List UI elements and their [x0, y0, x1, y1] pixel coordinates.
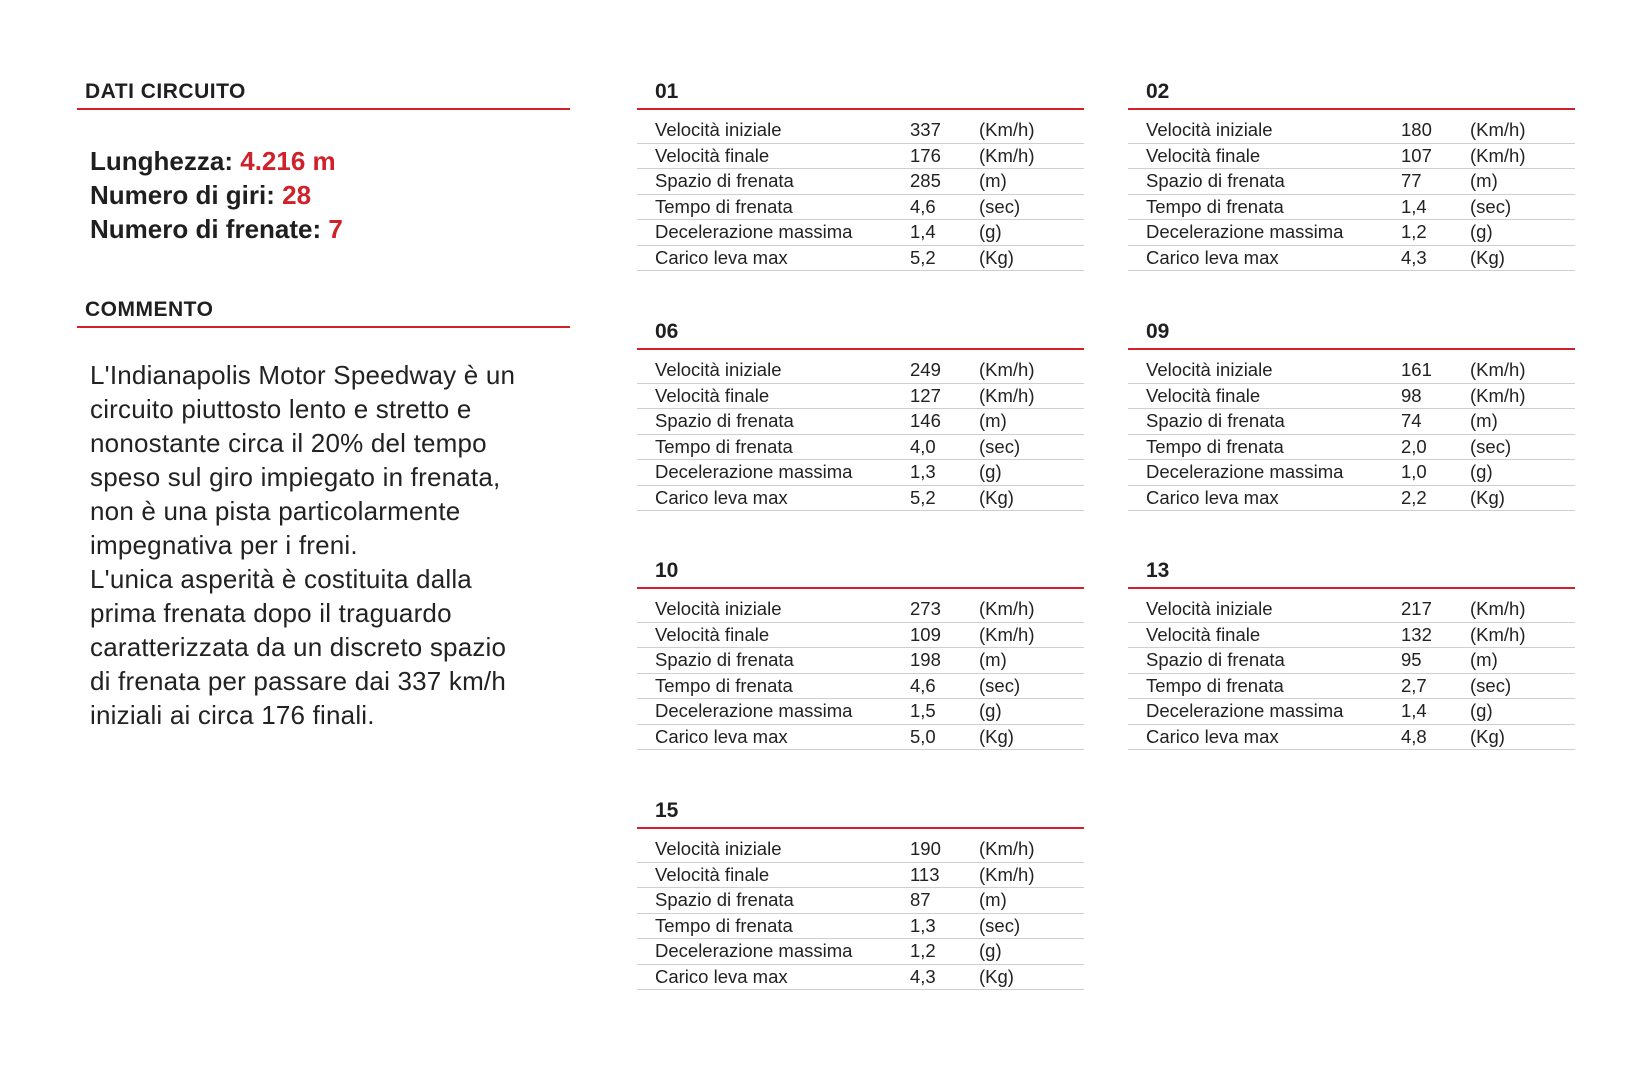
row-value: 132	[1401, 623, 1432, 645]
row-unit: (Kg)	[979, 486, 1014, 508]
row-value: 190	[910, 838, 941, 859]
row-label: Velocità finale	[655, 863, 770, 885]
row-value: 4,6	[910, 674, 936, 696]
row-value: 95	[1401, 649, 1422, 670]
table-row	[637, 195, 1084, 221]
row-value: 1,3	[910, 461, 936, 482]
table-row	[637, 888, 1084, 914]
row-label: Velocità iniziale	[1146, 119, 1273, 140]
row-unit: (Kg)	[979, 965, 1014, 987]
row-unit: (m)	[1470, 649, 1498, 670]
row-value: 109	[910, 623, 941, 645]
row-value: 98	[1401, 384, 1422, 406]
row-label: Velocità iniziale	[655, 119, 782, 140]
row-label: Spazio di frenata	[655, 410, 794, 431]
row-label: Spazio di frenata	[1146, 170, 1285, 191]
table-row	[1128, 384, 1575, 410]
row-unit: (g)	[1470, 221, 1493, 242]
row-label: Velocità iniziale	[655, 838, 782, 859]
row-label: Decelerazione massima	[1146, 700, 1344, 721]
row-unit: (Km/h)	[979, 863, 1035, 885]
stat-value: 7	[328, 214, 343, 244]
row-label: Velocità finale	[655, 144, 770, 166]
stat-length	[90, 144, 570, 178]
table-row	[1128, 409, 1575, 435]
row-value: 107	[1401, 144, 1432, 166]
row-unit: (g)	[979, 461, 1002, 482]
row-label: Velocità finale	[1146, 144, 1261, 166]
row-label: Spazio di frenata	[1146, 649, 1285, 670]
row-unit: (g)	[979, 221, 1002, 242]
row-value: 1,0	[1401, 461, 1427, 482]
row-unit: (g)	[1470, 700, 1493, 721]
row-unit: (Km/h)	[1470, 623, 1526, 645]
row-label: Carico leva max	[1146, 486, 1279, 508]
row-unit: (Km/h)	[1470, 144, 1526, 166]
row-label: Carico leva max	[1146, 725, 1279, 747]
braking-id: 01	[637, 80, 1084, 110]
row-value: 2,7	[1401, 674, 1427, 696]
table-row	[1128, 435, 1575, 461]
row-unit: (Km/h)	[979, 144, 1035, 166]
row-label: Decelerazione massima	[655, 461, 853, 482]
stat-value: 4.216 m	[240, 146, 336, 176]
row-unit: (Kg)	[979, 725, 1014, 747]
braking-block	[637, 799, 1084, 990]
row-unit: (g)	[979, 940, 1002, 961]
row-value: 127	[910, 384, 941, 406]
table-row	[637, 460, 1084, 486]
row-unit: (Km/h)	[1470, 598, 1526, 619]
table-row	[1128, 623, 1575, 649]
table-row	[637, 674, 1084, 700]
table-row	[1128, 118, 1575, 144]
row-label: Velocità iniziale	[655, 598, 782, 619]
row-unit: (sec)	[979, 914, 1021, 936]
table-row	[637, 939, 1084, 965]
row-label: Velocità finale	[1146, 384, 1261, 406]
row-unit: (Km/h)	[979, 119, 1035, 140]
table-row	[637, 623, 1084, 649]
braking-block	[1128, 559, 1575, 750]
stat-label: Numero di frenate:	[90, 214, 322, 244]
row-unit: (m)	[979, 649, 1007, 670]
row-label: Tempo di frenata	[1146, 674, 1284, 696]
row-label: Tempo di frenata	[655, 914, 793, 936]
table-row	[637, 358, 1084, 384]
table-row	[637, 409, 1084, 435]
braking-block	[1128, 320, 1575, 511]
row-label: Velocità iniziale	[1146, 598, 1273, 619]
row-label: Carico leva max	[655, 725, 788, 747]
row-label: Tempo di frenata	[655, 674, 793, 696]
braking-block	[637, 320, 1084, 511]
row-value: 4,6	[910, 195, 936, 217]
table-row	[1128, 220, 1575, 246]
braking-block	[1128, 80, 1575, 271]
row-value: 1,2	[910, 940, 936, 961]
table-row	[637, 648, 1084, 674]
row-label: Velocità iniziale	[655, 359, 782, 380]
row-label: Carico leva max	[1146, 246, 1279, 268]
row-unit: (Kg)	[1470, 246, 1505, 268]
row-unit: (m)	[979, 410, 1007, 431]
row-unit: (sec)	[979, 195, 1021, 217]
row-unit: (sec)	[1470, 674, 1512, 696]
table-row	[637, 725, 1084, 751]
braking-block	[637, 559, 1084, 750]
row-value: 180	[1401, 119, 1432, 140]
table-row	[637, 914, 1084, 940]
row-label: Velocità finale	[655, 623, 770, 645]
stat-value: 28	[282, 180, 312, 210]
table-row	[1128, 169, 1575, 195]
stat-label: Lunghezza:	[90, 146, 233, 176]
table-row	[1128, 648, 1575, 674]
row-value: 5,0	[910, 725, 936, 747]
row-value: 161	[1401, 359, 1432, 380]
table-row	[1128, 246, 1575, 272]
table-row	[637, 144, 1084, 170]
row-label: Tempo di frenata	[1146, 195, 1284, 217]
row-value: 1,4	[1401, 700, 1427, 721]
table-row	[637, 699, 1084, 725]
row-label: Tempo di frenata	[655, 435, 793, 457]
row-label: Decelerazione massima	[655, 700, 853, 721]
row-unit: (Km/h)	[1470, 359, 1526, 380]
row-unit: (Kg)	[1470, 725, 1505, 747]
braking-id: 15	[637, 799, 1084, 829]
table-row	[1128, 358, 1575, 384]
row-unit: (Km/h)	[979, 384, 1035, 406]
row-value: 198	[910, 649, 941, 670]
row-label: Spazio di frenata	[655, 649, 794, 670]
row-label: Spazio di frenata	[655, 170, 794, 191]
circuit-section-title: DATI CIRCUITO	[77, 80, 570, 110]
row-label: Decelerazione massima	[655, 221, 853, 242]
row-value: 1,3	[910, 914, 936, 936]
table-row	[637, 384, 1084, 410]
braking-id: 06	[637, 320, 1084, 350]
row-label: Spazio di frenata	[655, 889, 794, 910]
row-value: 337	[910, 119, 941, 140]
row-label: Decelerazione massima	[1146, 461, 1344, 482]
table-row	[1128, 460, 1575, 486]
row-value: 285	[910, 170, 941, 191]
row-value: 273	[910, 598, 941, 619]
row-label: Decelerazione massima	[1146, 221, 1344, 242]
row-unit: (sec)	[1470, 195, 1512, 217]
row-value: 5,2	[910, 246, 936, 268]
row-label: Decelerazione massima	[655, 940, 853, 961]
row-value: 1,5	[910, 700, 936, 721]
stat-laps	[90, 178, 570, 212]
row-value: 2,0	[1401, 435, 1427, 457]
row-label: Tempo di frenata	[655, 195, 793, 217]
table-row	[1128, 725, 1575, 751]
row-unit: (m)	[1470, 410, 1498, 431]
table-row	[1128, 486, 1575, 512]
row-label: Velocità iniziale	[1146, 359, 1273, 380]
row-value: 4,8	[1401, 725, 1427, 747]
row-unit: (m)	[1470, 170, 1498, 191]
row-value: 146	[910, 410, 941, 431]
row-unit: (g)	[1470, 461, 1493, 482]
braking-id: 10	[637, 559, 1084, 589]
row-label: Carico leva max	[655, 965, 788, 987]
stat-label: Numero di giri:	[90, 180, 275, 210]
table-row	[1128, 699, 1575, 725]
table-row	[1128, 674, 1575, 700]
row-unit: (Kg)	[1470, 486, 1505, 508]
table-row	[1128, 144, 1575, 170]
row-label: Carico leva max	[655, 486, 788, 508]
row-value: 1,4	[1401, 195, 1427, 217]
braking-id: 13	[1128, 559, 1575, 589]
row-label: Velocità finale	[655, 384, 770, 406]
row-unit: (Km/h)	[979, 598, 1035, 619]
table-row	[637, 965, 1084, 991]
table-row	[637, 837, 1084, 863]
row-value: 2,2	[1401, 486, 1427, 508]
comment-section-title: COMMENTO	[77, 298, 570, 328]
row-value: 4,3	[910, 965, 936, 987]
comment-text: L'Indianapolis Motor Speedway è un circuito piuttosto lento e stretto e nonostante circa il 20% del tempo speso sul giro impiegato in frenata, non è una pista particolarmente impegnativa per i freni. L'unica asperità è costituita dalla prima frenata dopo il traguardo caratterizzata da un discreto spazio di frenata per passare dai 337 km/h iniziali ai circa 176 finali.	[90, 360, 516, 730]
braking-block	[637, 80, 1084, 271]
braking-id: 09	[1128, 320, 1575, 350]
row-unit: (Km/h)	[979, 623, 1035, 645]
table-row	[637, 118, 1084, 144]
row-unit: (Km/h)	[1470, 384, 1526, 406]
table-row	[637, 863, 1084, 889]
row-unit: (Km/h)	[979, 838, 1035, 859]
row-label: Spazio di frenata	[1146, 410, 1285, 431]
row-unit: (sec)	[1470, 435, 1512, 457]
table-row	[637, 486, 1084, 512]
row-value: 74	[1401, 410, 1422, 431]
row-unit: (g)	[979, 700, 1002, 721]
table-row	[1128, 597, 1575, 623]
row-unit: (m)	[979, 170, 1007, 191]
stat-brakings	[90, 212, 570, 246]
circuit-stats	[90, 144, 570, 246]
row-label: Velocità finale	[1146, 623, 1261, 645]
row-label: Carico leva max	[655, 246, 788, 268]
row-unit: (sec)	[979, 435, 1021, 457]
table-row	[637, 435, 1084, 461]
table-row	[637, 220, 1084, 246]
row-value: 1,2	[1401, 221, 1427, 242]
row-value: 1,4	[910, 221, 936, 242]
braking-id: 02	[1128, 80, 1575, 110]
row-unit: (Km/h)	[1470, 119, 1526, 140]
row-unit: (m)	[979, 889, 1007, 910]
row-value: 4,3	[1401, 246, 1427, 268]
row-label: Tempo di frenata	[1146, 435, 1284, 457]
row-value: 87	[910, 889, 931, 910]
row-unit: (sec)	[979, 674, 1021, 696]
row-value: 176	[910, 144, 941, 166]
table-row	[637, 246, 1084, 272]
row-value: 77	[1401, 170, 1422, 191]
row-value: 249	[910, 359, 941, 380]
table-row	[637, 597, 1084, 623]
row-value: 113	[910, 863, 940, 885]
table-row	[1128, 195, 1575, 221]
row-value: 5,2	[910, 486, 936, 508]
row-unit: (Kg)	[979, 246, 1014, 268]
row-value: 4,0	[910, 435, 936, 457]
row-unit: (Km/h)	[979, 359, 1035, 380]
row-value: 217	[1401, 598, 1432, 619]
table-row	[637, 169, 1084, 195]
left-column	[77, 80, 570, 732]
